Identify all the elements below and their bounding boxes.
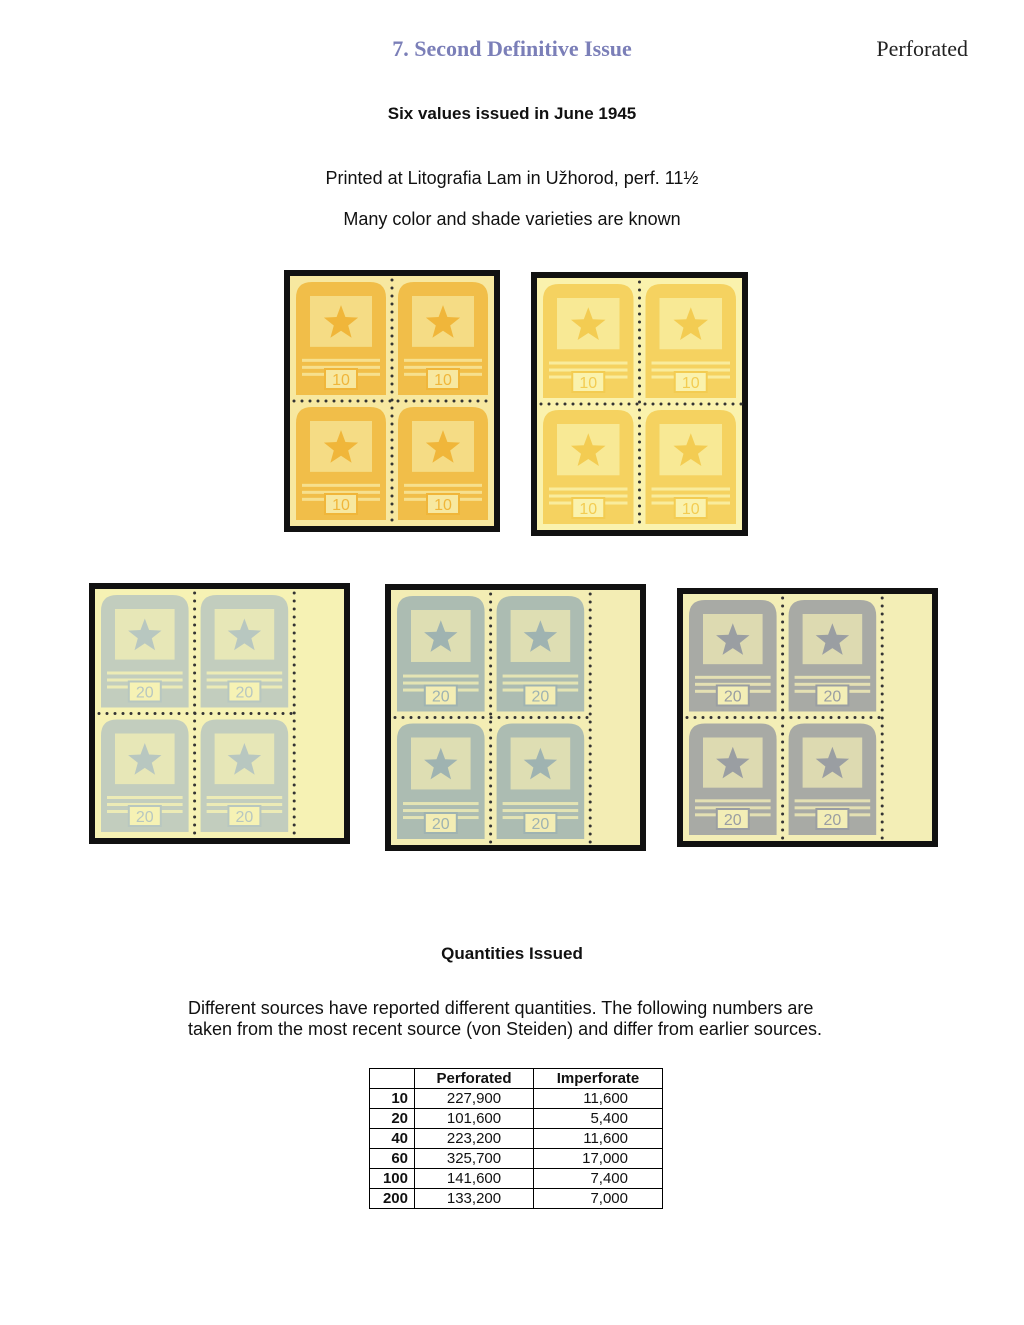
- stamp-value: 20: [823, 688, 842, 706]
- stamp-value: 10: [434, 372, 452, 389]
- table-cell: 11,600: [534, 1129, 663, 1149]
- table-cell: 40: [370, 1129, 415, 1149]
- stamp-block: [385, 584, 646, 851]
- stamp-block-image: [385, 584, 646, 851]
- intro-heading: Six values issued in June 1945: [387, 104, 637, 123]
- table-header-row: [370, 1069, 663, 1089]
- stamp: [101, 720, 189, 833]
- stamp: [296, 407, 386, 520]
- stamp: [201, 720, 289, 833]
- stamp: [101, 595, 189, 708]
- stamp: [497, 596, 585, 712]
- stamp-value: 20: [135, 809, 154, 826]
- stamp-value: 20: [135, 684, 154, 702]
- stamp-value: 20: [723, 688, 742, 706]
- stamp: [689, 600, 777, 712]
- stamp-block-image: [89, 583, 350, 844]
- table-cell: 101,600: [415, 1109, 534, 1129]
- stamp: [398, 282, 488, 395]
- stamp-value: 10: [332, 372, 350, 389]
- table-header-cell: Perforated: [415, 1069, 534, 1089]
- table-cell: 200: [370, 1189, 415, 1209]
- stamp-value: 10: [681, 501, 700, 518]
- stamp-value: 20: [723, 812, 742, 829]
- table-row: [370, 1189, 663, 1209]
- stamp-block: [284, 270, 500, 532]
- stamp-value: 10: [434, 497, 452, 514]
- table-cell: 10: [370, 1089, 415, 1109]
- table-cell: 20: [370, 1109, 415, 1129]
- table-cell: 7,400: [534, 1169, 663, 1189]
- stamp: [397, 596, 485, 712]
- quantities-paragraph: Different sources have reported different quantities. The following numbers are taken from the most recent source (von Steiden) and differ from earlier sources.: [188, 998, 822, 1039]
- section-title: 7. Second Definitive Issue: [392, 36, 632, 61]
- stamp-block-image: [531, 272, 748, 536]
- stamp-block-image: [284, 270, 500, 532]
- table-header-cell: [370, 1069, 415, 1089]
- table-cell: 133,200: [415, 1189, 534, 1209]
- varieties-note: Many color and shade varieties are known: [343, 209, 681, 229]
- table-cell: 141,600: [415, 1169, 534, 1189]
- stamp-block: [89, 583, 350, 844]
- table-row: [370, 1149, 663, 1169]
- table-cell: 7,000: [534, 1189, 663, 1209]
- stamp-value: 20: [235, 809, 254, 826]
- printing-note: Printed at Litografia Lam in Užhorod, perf. 11½: [325, 168, 699, 188]
- table-cell: 60: [370, 1149, 415, 1169]
- table-cell: 223,200: [415, 1129, 534, 1149]
- stamp-value: 10: [332, 497, 350, 514]
- table-cell: 11,600: [534, 1089, 663, 1109]
- stamp: [789, 724, 877, 836]
- stamp-value: 20: [823, 812, 842, 829]
- stamp-block-image: [677, 588, 938, 847]
- stamp-value: 20: [531, 816, 550, 833]
- table-row: [370, 1169, 663, 1189]
- stamp-value: 20: [431, 688, 450, 706]
- stamp: [646, 410, 737, 524]
- stamp: [296, 282, 386, 395]
- table-row: [370, 1129, 663, 1149]
- table-cell: 17,000: [534, 1149, 663, 1169]
- stamp: [398, 407, 488, 520]
- table-cell: 100: [370, 1169, 415, 1189]
- quantities-table: [369, 1068, 663, 1209]
- stamp: [789, 600, 877, 712]
- table-cell: 5,400: [534, 1109, 663, 1129]
- stamp-value: 20: [431, 816, 450, 833]
- stamp-value: 10: [579, 501, 598, 518]
- stamp: [689, 724, 777, 836]
- stamp-value: 10: [681, 375, 700, 392]
- stamp-block: [531, 272, 748, 536]
- stamp: [543, 284, 634, 398]
- table-row: [370, 1089, 663, 1109]
- page-category-label: Perforated: [876, 36, 968, 61]
- stamp-value: 20: [235, 684, 254, 702]
- stamp: [646, 284, 737, 398]
- stamp: [397, 724, 485, 840]
- stamp-value: 10: [579, 375, 598, 392]
- stamp: [201, 595, 289, 708]
- table-header-cell: Imperforate: [534, 1069, 663, 1089]
- table-row: [370, 1109, 663, 1129]
- stamp-block: [677, 588, 938, 847]
- stamp: [497, 724, 585, 840]
- stamp-value: 20: [531, 688, 550, 706]
- table-cell: 227,900: [415, 1089, 534, 1109]
- quantities-heading: Quantities Issued: [441, 944, 583, 963]
- table-cell: 325,700: [415, 1149, 534, 1169]
- stamp: [543, 410, 634, 524]
